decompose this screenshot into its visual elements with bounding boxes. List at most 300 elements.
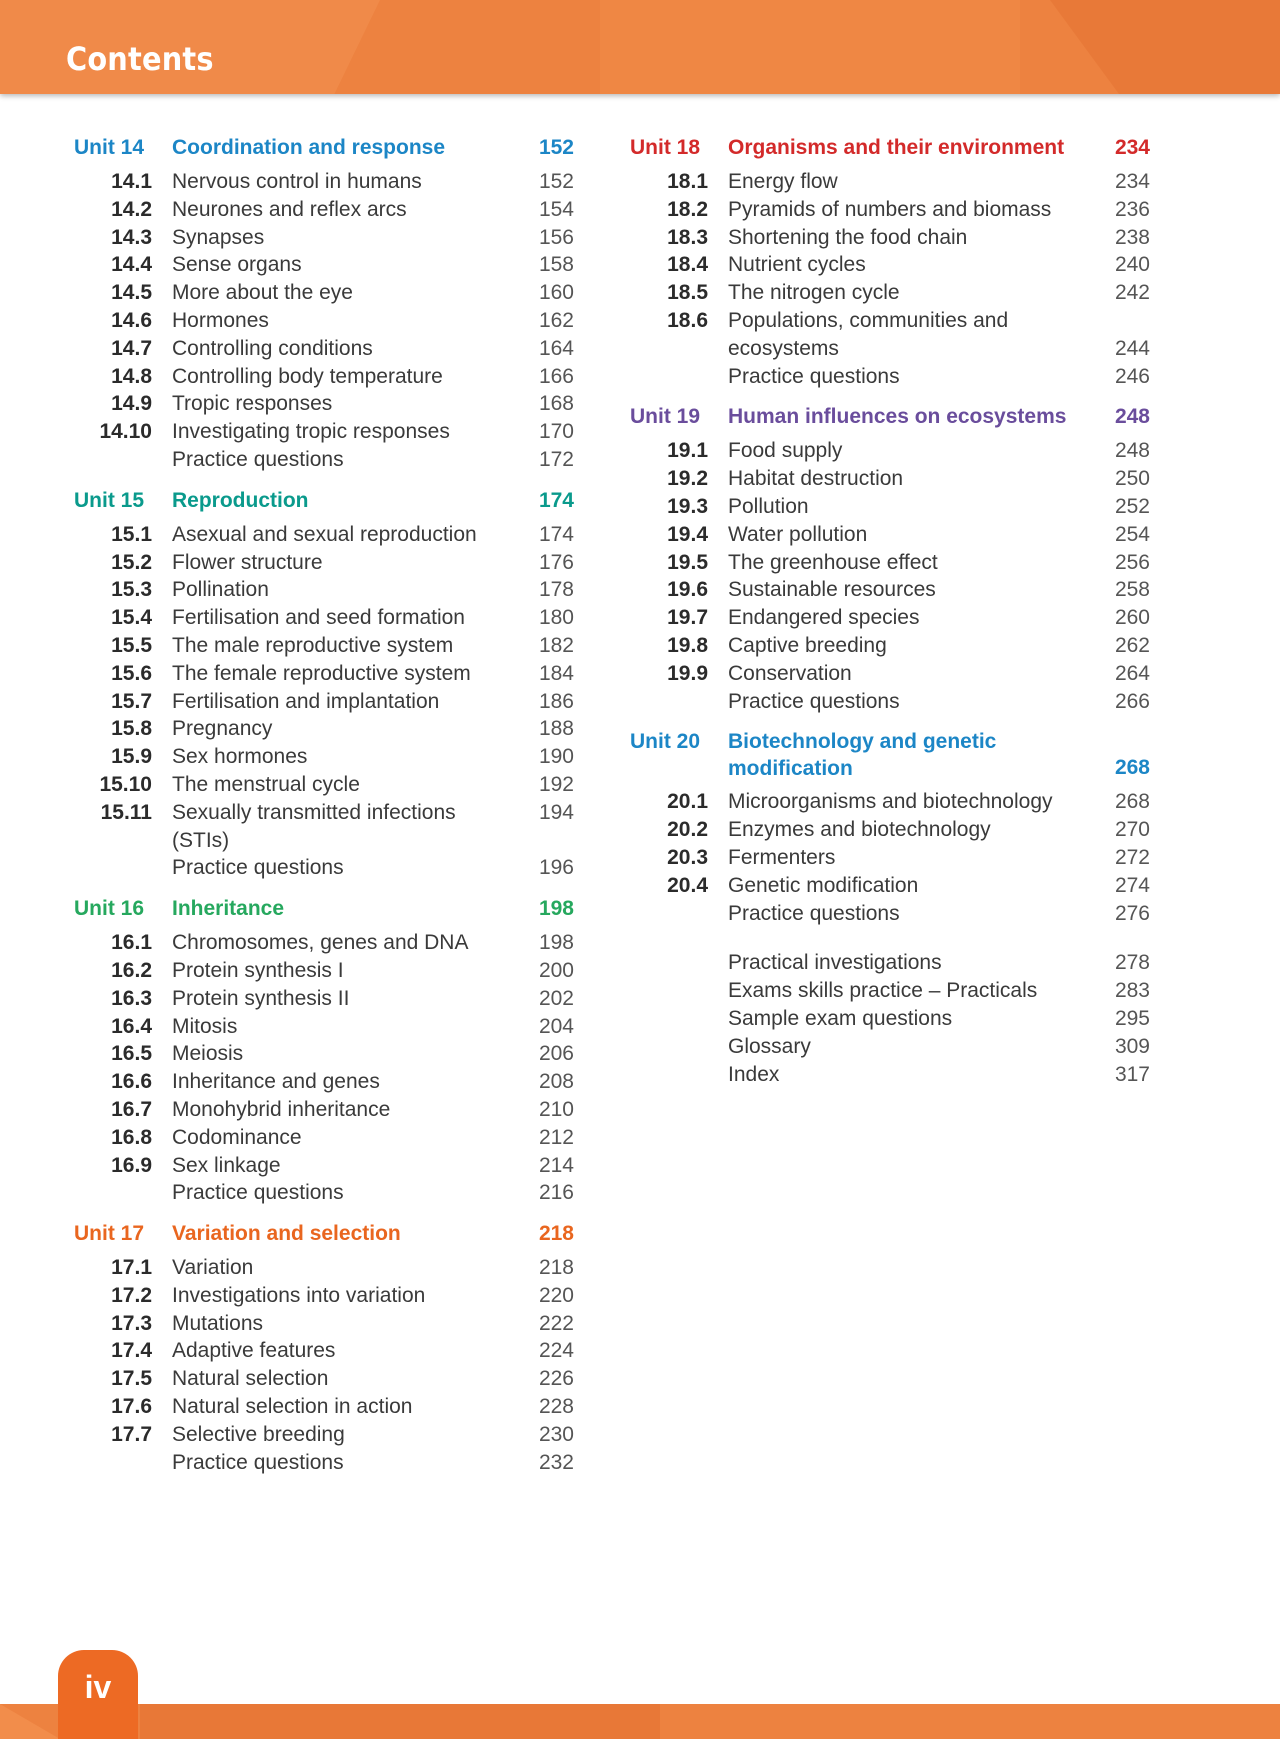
lesson-title: Genetic modification xyxy=(728,873,919,897)
lesson-title: Enzymes and biotechnology xyxy=(728,818,991,842)
lesson-entry[interactable] xyxy=(74,1337,574,1365)
lesson-title: Practice questions xyxy=(728,364,900,388)
lesson-title: Neurones and reflex arcs xyxy=(172,197,407,221)
lesson-entry[interactable] xyxy=(74,390,574,418)
lesson-number: 14.6 xyxy=(111,308,152,332)
lesson-number: 19.8 xyxy=(667,633,708,657)
lesson-entry[interactable] xyxy=(74,771,574,799)
lesson-title: Controlling conditions xyxy=(172,336,373,360)
lesson-page: 202 xyxy=(538,986,574,1010)
lesson-number: 19.6 xyxy=(667,578,708,602)
lesson-entry[interactable] xyxy=(74,418,574,446)
lesson-title: Meiosis xyxy=(172,1042,244,1066)
lesson-page: 274 xyxy=(1114,873,1150,897)
lesson-page: 188 xyxy=(538,717,574,741)
lesson-page: 192 xyxy=(538,772,574,796)
lesson-entry[interactable] xyxy=(74,929,574,957)
lesson-entry[interactable] xyxy=(630,465,1150,493)
lesson-title: Hormones xyxy=(172,308,269,332)
lesson-page: 204 xyxy=(538,1014,574,1038)
lesson-number: 17.1 xyxy=(111,1256,152,1280)
lesson-page: 260 xyxy=(1114,606,1150,630)
lesson-page: 166 xyxy=(538,364,574,388)
lesson-entry[interactable] xyxy=(74,604,574,632)
lesson-number: 15.8 xyxy=(111,717,152,741)
lesson-title: Flower structure xyxy=(172,550,323,574)
lesson-title: Sense organs xyxy=(172,253,302,277)
lesson-number: 20.2 xyxy=(667,818,708,842)
lesson-page: 256 xyxy=(1114,550,1150,574)
lesson-title: Monohybrid inheritance xyxy=(172,1097,391,1121)
practice-questions-entry[interactable] xyxy=(74,1179,574,1207)
lesson-title: Fertilisation and implantation xyxy=(172,689,440,713)
unit-number: Unit 15 xyxy=(74,488,145,512)
lesson-number: 16.8 xyxy=(111,1125,152,1149)
lesson-number: 16.1 xyxy=(111,931,152,955)
lesson-page: 198 xyxy=(538,931,574,955)
footer-shape xyxy=(0,1704,60,1739)
lesson-entry[interactable] xyxy=(74,632,574,660)
lesson-title: The menstrual cycle xyxy=(172,772,360,796)
lesson-entry[interactable] xyxy=(630,816,1150,844)
footer-bar xyxy=(0,1704,1280,1739)
lesson-page: 248 xyxy=(1114,439,1150,463)
unit-title: Coordination and response xyxy=(172,136,446,159)
lesson-page: 164 xyxy=(538,336,574,360)
lesson-entry[interactable] xyxy=(74,799,574,855)
lesson-page: 190 xyxy=(538,745,574,769)
lesson-title: Practice questions xyxy=(172,447,344,471)
lesson-page: 234 xyxy=(1114,170,1150,193)
contents-column-left xyxy=(74,134,574,1489)
unit-heading[interactable] xyxy=(74,134,574,162)
unit-heading[interactable] xyxy=(74,1220,574,1248)
unit-section xyxy=(74,134,574,474)
unit-page: 268 xyxy=(1114,756,1150,780)
unit-page: 218 xyxy=(538,1222,574,1246)
lesson-page: 214 xyxy=(538,1153,574,1177)
lesson-title: Investigating tropic responses xyxy=(172,420,450,444)
unit-section xyxy=(630,134,1150,390)
lesson-page: 244 xyxy=(1114,336,1150,360)
lesson-number: 17.4 xyxy=(111,1339,152,1363)
lesson-page: 182 xyxy=(538,633,574,657)
lesson-title: The female reproductive system xyxy=(172,661,471,685)
lesson-entry[interactable] xyxy=(74,1152,574,1180)
page-number: iv xyxy=(58,1650,138,1739)
lesson-entry[interactable] xyxy=(74,688,574,716)
lesson-entry[interactable] xyxy=(74,168,574,196)
lesson-number xyxy=(74,1449,172,1477)
lesson-title: Nervous control in humans xyxy=(172,170,422,193)
lesson-entry[interactable] xyxy=(630,549,1150,577)
lesson-entry[interactable] xyxy=(74,1040,574,1068)
lesson-page: 156 xyxy=(538,225,574,249)
lesson-number: 14.8 xyxy=(111,364,152,388)
back-matter-page: 295 xyxy=(1114,1006,1150,1030)
lesson-number: 15.9 xyxy=(111,745,152,769)
lesson-number: 15.6 xyxy=(111,661,152,685)
lesson-title: Practice questions xyxy=(728,689,900,713)
lesson-page: 218 xyxy=(538,1256,574,1280)
lesson-page: 276 xyxy=(1114,901,1150,925)
unit-section xyxy=(630,728,1150,927)
lesson-title: Pollution xyxy=(728,494,809,518)
lesson-entry[interactable] xyxy=(630,168,1150,196)
lesson-entry[interactable] xyxy=(74,1068,574,1096)
lesson-page: 226 xyxy=(538,1367,574,1391)
lesson-entry[interactable] xyxy=(630,224,1150,252)
lesson-number: 19.5 xyxy=(667,550,708,574)
lesson-entry[interactable] xyxy=(630,604,1150,632)
lesson-entry[interactable] xyxy=(74,1013,574,1041)
lesson-title: Natural selection in action xyxy=(172,1395,413,1419)
unit-title: Biotechnology and genetic modification xyxy=(728,730,997,781)
lesson-title: Inheritance and genes xyxy=(172,1070,380,1094)
lesson-entry[interactable] xyxy=(630,493,1150,521)
lesson-title: Asexual and sexual reproduction xyxy=(172,522,477,546)
lesson-page: 196 xyxy=(538,856,574,880)
unit-number: Unit 19 xyxy=(630,405,701,429)
unit-title: Human influences on ecosystems xyxy=(728,405,1067,429)
back-matter-entry[interactable] xyxy=(630,949,1150,977)
lesson-page: 246 xyxy=(1114,364,1150,388)
lesson-title: Mutations xyxy=(172,1311,264,1335)
unit-heading[interactable] xyxy=(630,403,1150,431)
lesson-number xyxy=(74,1179,172,1207)
unit-number: Unit 16 xyxy=(74,897,145,921)
lesson-entry[interactable] xyxy=(630,251,1150,279)
lesson-number: 16.6 xyxy=(111,1070,152,1094)
unit-heading[interactable] xyxy=(630,728,1150,782)
unit-title: Organisms and their environment xyxy=(728,136,1065,159)
lesson-title: Habitat destruction xyxy=(728,467,904,491)
unit-section xyxy=(630,403,1150,715)
lesson-page: 228 xyxy=(538,1395,574,1419)
lesson-entry[interactable] xyxy=(74,549,574,577)
lesson-number: 20.1 xyxy=(667,790,708,814)
back-matter-page: 309 xyxy=(1114,1034,1150,1058)
lesson-number: 14.3 xyxy=(111,225,152,249)
lesson-entry[interactable] xyxy=(74,1310,574,1338)
lesson-number: 16.9 xyxy=(111,1153,152,1177)
lesson-entry[interactable] xyxy=(630,521,1150,549)
lesson-entry[interactable] xyxy=(630,872,1150,900)
unit-number: Unit 18 xyxy=(630,136,701,159)
lesson-title: Chromosomes, genes and DNA xyxy=(172,931,469,955)
back-matter-entry[interactable] xyxy=(630,1061,1150,1089)
back-matter-title: Practical investigations xyxy=(728,951,942,975)
lesson-number: 19.9 xyxy=(667,661,708,685)
lesson-title: Mitosis xyxy=(172,1014,238,1038)
lesson-title: Variation xyxy=(172,1256,254,1280)
header-shape xyxy=(600,0,1020,94)
unit-page: 152 xyxy=(538,136,574,159)
lesson-title: Shortening the food chain xyxy=(728,225,968,249)
lesson-entry[interactable] xyxy=(74,224,574,252)
lesson-number: 16.3 xyxy=(111,986,152,1010)
lesson-number: 18.3 xyxy=(667,225,708,249)
lesson-page: 154 xyxy=(538,197,574,221)
back-matter-entry[interactable] xyxy=(630,1005,1150,1033)
lesson-page: 152 xyxy=(538,170,574,193)
lesson-number: 19.3 xyxy=(667,494,708,518)
lesson-title: Practice questions xyxy=(172,1450,344,1474)
lesson-title: Energy flow xyxy=(728,170,838,193)
unit-section xyxy=(74,487,574,882)
lesson-number: 16.4 xyxy=(111,1014,152,1038)
lesson-entry[interactable] xyxy=(74,1254,574,1282)
lesson-page: 194 xyxy=(538,800,574,824)
lesson-title: Pollination xyxy=(172,578,269,602)
lesson-title: Nutrient cycles xyxy=(728,253,866,277)
lesson-page: 266 xyxy=(1114,689,1150,713)
lesson-number: 15.10 xyxy=(99,772,152,796)
lesson-title: Sustainable resources xyxy=(728,578,936,602)
lesson-page: 178 xyxy=(538,578,574,602)
lesson-page: 208 xyxy=(538,1070,574,1094)
lesson-number: 17.6 xyxy=(111,1395,152,1419)
lesson-number: 14.4 xyxy=(111,253,152,277)
lesson-number: 17.3 xyxy=(111,1311,152,1335)
practice-questions-entry[interactable] xyxy=(74,854,574,882)
lesson-page: 180 xyxy=(538,606,574,630)
lesson-page: 160 xyxy=(538,281,574,305)
lesson-entry[interactable] xyxy=(74,1365,574,1393)
lesson-title: Protein synthesis I xyxy=(172,958,344,982)
lesson-title: Fertilisation and seed formation xyxy=(172,606,465,630)
lesson-page: 212 xyxy=(538,1125,574,1149)
lesson-page: 262 xyxy=(1114,633,1150,657)
lesson-page: 254 xyxy=(1114,522,1150,546)
lesson-number: 15.2 xyxy=(111,550,152,574)
header-banner xyxy=(0,0,1280,94)
back-matter-entry[interactable] xyxy=(630,1033,1150,1061)
lesson-number: 15.5 xyxy=(111,633,152,657)
back-matter-page: 278 xyxy=(1114,951,1150,975)
lesson-entry[interactable] xyxy=(630,307,1150,363)
lesson-number: 19.1 xyxy=(667,439,708,463)
lesson-entry[interactable] xyxy=(74,251,574,279)
lesson-number: 15.4 xyxy=(111,606,152,630)
lesson-number: 18.6 xyxy=(667,308,708,332)
lesson-page: 240 xyxy=(1114,253,1150,277)
lesson-number: 19.2 xyxy=(667,467,708,491)
lesson-title: Adaptive features xyxy=(172,1339,336,1363)
lesson-title: Codominance xyxy=(172,1125,302,1149)
lesson-title: Controlling body temperature xyxy=(172,364,443,388)
lesson-page: 168 xyxy=(538,392,574,416)
lesson-number: 18.4 xyxy=(667,253,708,277)
lesson-entry[interactable] xyxy=(74,335,574,363)
lesson-page: 224 xyxy=(538,1339,574,1363)
lesson-entry[interactable] xyxy=(74,985,574,1013)
lesson-entry[interactable] xyxy=(630,437,1150,465)
lesson-page: 264 xyxy=(1114,661,1150,685)
practice-questions-entry[interactable] xyxy=(630,900,1150,928)
footer-shape xyxy=(140,1704,660,1739)
lesson-page: 200 xyxy=(538,958,574,982)
unit-page: 174 xyxy=(538,488,574,512)
lesson-title: Endangered species xyxy=(728,606,920,630)
lesson-entry[interactable] xyxy=(630,632,1150,660)
lesson-entry[interactable] xyxy=(74,521,574,549)
unit-number: Unit 20 xyxy=(630,730,701,754)
lesson-title: Synapses xyxy=(172,225,265,249)
lesson-title: Conservation xyxy=(728,661,852,685)
lesson-page: 170 xyxy=(538,420,574,444)
lesson-number: 15.11 xyxy=(100,800,152,824)
unit-title: Variation and selection xyxy=(172,1222,401,1246)
lesson-number: 16.7 xyxy=(111,1097,152,1121)
lesson-number: 14.2 xyxy=(111,197,152,221)
lesson-title: More about the eye xyxy=(172,281,353,305)
lesson-page: 176 xyxy=(538,550,574,574)
page-title: Contents xyxy=(66,40,214,78)
lesson-page: 258 xyxy=(1114,578,1150,602)
lesson-number: 14.1 xyxy=(111,170,152,193)
lesson-number: 19.7 xyxy=(667,606,708,630)
lesson-number xyxy=(630,363,728,391)
lesson-entry[interactable] xyxy=(630,660,1150,688)
lesson-number: 15.3 xyxy=(111,578,152,602)
unit-heading[interactable] xyxy=(74,895,574,923)
lesson-page: 268 xyxy=(1114,790,1150,814)
lesson-title: Water pollution xyxy=(728,522,868,546)
lesson-entry[interactable] xyxy=(630,279,1150,307)
unit-number: Unit 17 xyxy=(74,1222,145,1246)
lesson-entry[interactable] xyxy=(74,743,574,771)
practice-questions-entry[interactable] xyxy=(630,363,1150,391)
lesson-number: 20.3 xyxy=(667,845,708,869)
lesson-entry[interactable] xyxy=(74,576,574,604)
lesson-title: Practice questions xyxy=(172,856,344,880)
unit-heading[interactable] xyxy=(630,134,1150,162)
header-shape xyxy=(1050,0,1280,94)
lesson-title: Practice questions xyxy=(172,1181,344,1205)
lesson-title: Tropic responses xyxy=(172,392,333,416)
back-matter-title: Index xyxy=(728,1062,780,1086)
lesson-entry[interactable] xyxy=(74,1421,574,1449)
lesson-entry[interactable] xyxy=(74,307,574,335)
lesson-page: 184 xyxy=(538,661,574,685)
lesson-page: 162 xyxy=(538,308,574,332)
lesson-number: 18.1 xyxy=(667,170,708,193)
practice-questions-entry[interactable] xyxy=(74,446,574,474)
unit-title: Reproduction xyxy=(172,488,309,512)
lesson-number xyxy=(74,446,172,474)
lesson-number: 20.4 xyxy=(667,873,708,897)
lesson-entry[interactable] xyxy=(630,196,1150,224)
lesson-page: 216 xyxy=(538,1181,574,1205)
lesson-title: Selective breeding xyxy=(172,1422,345,1446)
unit-section xyxy=(74,895,574,1207)
unit-number: Unit 14 xyxy=(74,136,145,159)
lesson-number: 18.2 xyxy=(667,197,708,221)
lesson-number: 15.7 xyxy=(111,689,152,713)
lesson-number: 15.1 xyxy=(111,522,152,546)
lesson-title: The male reproductive system xyxy=(172,633,454,657)
lesson-number: 14.7 xyxy=(111,336,152,360)
unit-page: 248 xyxy=(1114,405,1150,429)
lesson-entry[interactable] xyxy=(74,715,574,743)
lesson-number: 17.5 xyxy=(111,1367,152,1391)
contents-column-right xyxy=(630,134,1150,1088)
back-matter-title: Exams skills practice – Practicals xyxy=(728,979,1038,1003)
back-matter-page: 283 xyxy=(1114,979,1150,1003)
lesson-number: 17.7 xyxy=(111,1422,152,1446)
unit-section xyxy=(74,1220,574,1476)
lesson-page: 210 xyxy=(538,1097,574,1121)
lesson-page: 242 xyxy=(1114,281,1150,305)
lesson-title: Populations, communities and ecosystems xyxy=(728,308,1009,360)
lesson-page: 272 xyxy=(1114,845,1150,869)
lesson-page: 222 xyxy=(538,1311,574,1335)
lesson-number: 19.4 xyxy=(667,522,708,546)
lesson-page: 186 xyxy=(538,689,574,713)
lesson-entry[interactable] xyxy=(630,788,1150,816)
lesson-entry[interactable] xyxy=(630,844,1150,872)
lesson-page: 158 xyxy=(538,253,574,277)
lesson-title: Sexually transmitted infections (STIs) xyxy=(172,800,456,852)
lesson-number: 16.5 xyxy=(111,1042,152,1066)
lesson-page: 236 xyxy=(1114,197,1150,221)
lesson-entry[interactable] xyxy=(74,1096,574,1124)
lesson-title: Investigations into variation xyxy=(172,1283,426,1307)
lesson-entry[interactable] xyxy=(74,196,574,224)
lesson-number: 14.5 xyxy=(111,281,152,305)
lesson-number: 17.2 xyxy=(111,1283,152,1307)
lesson-page: 250 xyxy=(1114,467,1150,491)
lesson-title: Microorganisms and biotechnology xyxy=(728,790,1053,814)
lesson-page: 174 xyxy=(538,522,574,546)
lesson-entry[interactable] xyxy=(74,1124,574,1152)
lesson-title: Sex linkage xyxy=(172,1153,281,1177)
lesson-page: 238 xyxy=(1114,225,1150,249)
lesson-title: Practice questions xyxy=(728,901,900,925)
practice-questions-entry[interactable] xyxy=(630,688,1150,716)
practice-questions-entry[interactable] xyxy=(74,1449,574,1477)
lesson-page: 252 xyxy=(1114,494,1150,518)
lesson-page: 172 xyxy=(538,447,574,471)
lesson-number: 16.2 xyxy=(111,958,152,982)
lesson-entry[interactable] xyxy=(74,363,574,391)
lesson-entry[interactable] xyxy=(74,957,574,985)
lesson-title: Fermenters xyxy=(728,845,836,869)
unit-page: 198 xyxy=(538,897,574,921)
lesson-entry[interactable] xyxy=(74,660,574,688)
back-matter-title: Sample exam questions xyxy=(728,1006,953,1030)
lesson-title: Protein synthesis II xyxy=(172,986,350,1010)
lesson-entry[interactable] xyxy=(630,576,1150,604)
lesson-entry[interactable] xyxy=(74,1393,574,1421)
lesson-title: Food supply xyxy=(728,439,843,463)
unit-page: 234 xyxy=(1114,136,1150,159)
back-matter-page: 317 xyxy=(1114,1062,1150,1086)
lesson-entry[interactable] xyxy=(74,1282,574,1310)
unit-heading[interactable] xyxy=(74,487,574,515)
back-matter-title: Glossary xyxy=(728,1034,811,1058)
back-matter-entry[interactable] xyxy=(630,977,1150,1005)
lesson-title: The nitrogen cycle xyxy=(728,281,900,305)
lesson-title: Natural selection xyxy=(172,1367,329,1391)
lesson-title: Pyramids of numbers and biomass xyxy=(728,197,1052,221)
lesson-title: Sex hormones xyxy=(172,745,308,769)
lesson-title: Pregnancy xyxy=(172,717,273,741)
lesson-page: 232 xyxy=(538,1450,574,1474)
lesson-number: 14.9 xyxy=(111,392,152,416)
lesson-entry[interactable] xyxy=(74,279,574,307)
